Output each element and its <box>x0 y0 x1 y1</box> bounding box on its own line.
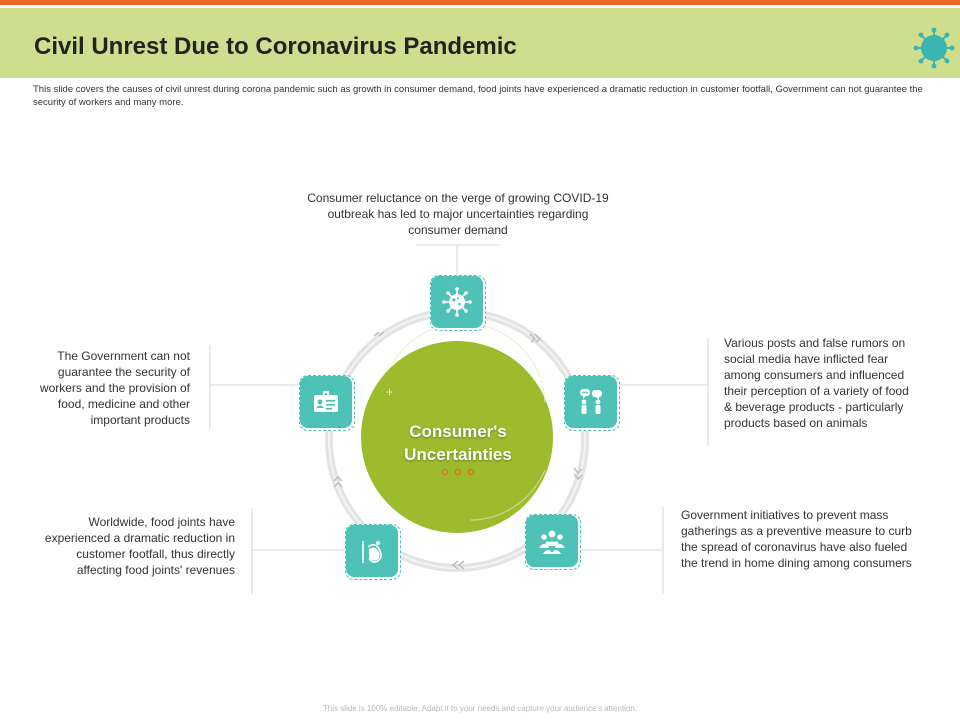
node-virus[interactable] <box>431 276 483 328</box>
food-serving-icon <box>356 535 388 567</box>
node-id-badge[interactable] <box>300 376 352 428</box>
slide-description: This slide covers the causes of civil unrest during corona pandemic such as growth in consumer demand, food joints have experienced a dramatic reduction in customer footfall, Government can not guarantee the security of workers and many more. <box>33 84 923 108</box>
node-group-frame <box>525 514 581 570</box>
center-title-line1: Consumer's <box>409 422 507 441</box>
node-badge-description: The Government can not guarantee the security of workers and the provision of food, medicine and other important products <box>39 349 190 427</box>
center-plus-mark: + <box>386 385 394 399</box>
node-virus-description: Consumer reluctance on the verge of growing COVID-19 outbreak has led to major uncertainties regarding consumer demand <box>307 191 609 237</box>
node-virus-frame <box>430 275 486 331</box>
people-talking-icon <box>575 386 607 418</box>
node-food-serving[interactable] <box>346 525 398 577</box>
virus-icon <box>441 286 473 318</box>
node-group-description: Government initiatives to prevent mass gatherings as a preventive measure to curb the spread of coronavirus have also fueled the trend in home dining among consumers <box>681 508 912 570</box>
node-badge-frame <box>299 375 355 431</box>
node-food-description: Worldwide, food joints have experienced a dramatic reduction in customer footfall, thus directly affecting food joints' revenues <box>44 515 235 577</box>
node-people-talking[interactable] <box>565 376 617 428</box>
center-title <box>365 420 551 466</box>
group-icon <box>536 525 568 557</box>
id-badge-icon <box>310 386 342 418</box>
node-food-frame <box>345 524 401 580</box>
center-title-line2: Uncertainties <box>404 445 512 464</box>
page-title: Civil Unrest Due to Coronavirus Pandemic <box>34 33 517 60</box>
footer-note: This slide is 100% editable. Adapt it to your needs and capture your audience's attention. <box>322 704 638 713</box>
node-people-description: Various posts and false rumors on social media have inflicted fear among consumers and influenced their perception of a variety of food & beverage products - particularly products based on animals <box>724 336 909 430</box>
node-people-frame <box>564 375 620 431</box>
node-group[interactable] <box>526 515 578 567</box>
